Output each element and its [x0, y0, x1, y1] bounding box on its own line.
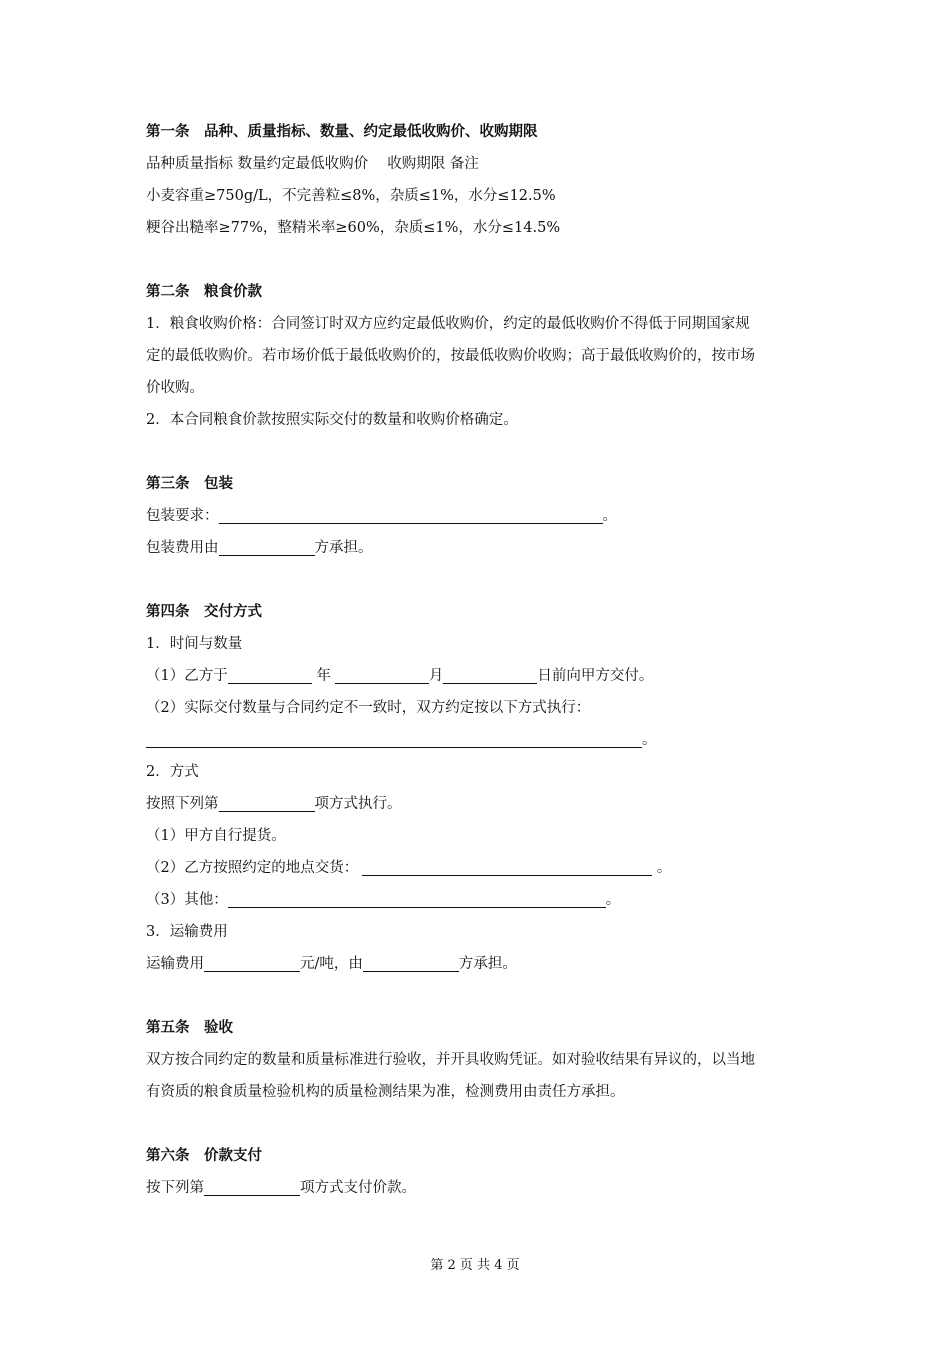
- article-6-title: 第六条 价款支付: [146, 1148, 262, 1164]
- price-paragraph-line1: 1．粮食收购价格：合同签订时双方应约定最低收购价，约定的最低收购价不得低于同期国家规: [146, 316, 750, 332]
- delivery-location-blank[interactable]: [362, 857, 652, 876]
- acceptance-line1: 双方按合同约定的数量和质量标准进行验收，并开具收购凭证。如对验收结果有异议的，以当地: [146, 1052, 755, 1068]
- packaging-requirement: 包装要求： 。: [146, 500, 816, 532]
- table-header: 品种质量指标 数量约定最低收购价 收购期限 备注: [146, 156, 479, 172]
- method-choice: 按照下列第 项方式执行。: [146, 788, 816, 820]
- article-5-title: 第五条 验收: [146, 1020, 233, 1036]
- packaging-fee: 包装费用由 方承担。: [146, 532, 816, 564]
- wheat-row: 小麦容重≥750g/L，不完善粒≤8%，杂质≤1%，水分≤12.5%: [146, 188, 556, 204]
- delivery-month-blank[interactable]: [335, 665, 429, 684]
- method-option-3: （3）其他： 。: [146, 884, 816, 916]
- transport-party-blank[interactable]: [363, 953, 459, 972]
- packaging-requirement-blank[interactable]: [219, 505, 603, 524]
- price-paragraph-line2: 定的最低收购价。若市场价低于最低收购价的，按最低收购价收购；高于最低收购价的，按市场: [146, 348, 755, 364]
- method-option-2: （2）乙方按照约定的地点交货： 。: [146, 852, 816, 884]
- delivery-year-blank[interactable]: [228, 665, 312, 684]
- rice-row: 粳谷出糙率≥77%，整精米率≥60%，杂质≤1%，水分≤14.5%: [146, 220, 561, 236]
- article-1-title: 第一条 品种、质量指标、数量、约定最低收购价、收购期限: [146, 124, 538, 140]
- delivery-day-blank[interactable]: [443, 665, 537, 684]
- quantity-mismatch-blank[interactable]: [146, 729, 642, 748]
- article-3-title: 第三条 包装: [146, 476, 233, 492]
- payment-method-blank[interactable]: [204, 1177, 300, 1196]
- other-method-blank[interactable]: [228, 889, 606, 908]
- price-paragraph-line3: 价收购。: [146, 380, 204, 396]
- document-body: [146, 116, 816, 1204]
- packaging-requirement-label: 包装要求：: [146, 508, 219, 524]
- payment-method: 按下列第 项方式支付价款。: [146, 1172, 816, 1204]
- article-4-title: 第四条 交付方式: [146, 604, 262, 620]
- acceptance-line2: 有资质的粮食质量检验机构的质量检测结果为准，检测费用由责任方承担。: [146, 1084, 625, 1100]
- method-number-blank[interactable]: [219, 793, 315, 812]
- quantity-mismatch-clause: （2）实际交付数量与合同约定不一致时，双方约定按以下方式执行：: [146, 700, 591, 716]
- article-2-title: 第二条 粮食价款: [146, 284, 262, 300]
- delivery-date: （1）乙方于 年 月 日前向甲方交付。: [146, 660, 816, 692]
- section-method: 2．方式: [146, 764, 199, 780]
- method-option-1: （1）甲方自行提货。: [146, 828, 286, 844]
- section-time-quantity: 1．时间与数量: [146, 636, 243, 652]
- quantity-mismatch-line: 。: [146, 724, 816, 756]
- transport-fee: 运输费用 元/吨，由 方承担。: [146, 948, 816, 980]
- price-paragraph-2: 2．本合同粮食价款按照实际交付的数量和收购价格确定。: [146, 412, 518, 428]
- transport-price-blank[interactable]: [204, 953, 300, 972]
- page-footer: 第 2 页 共 4 页: [430, 1258, 520, 1273]
- packaging-fee-party-blank[interactable]: [219, 537, 315, 556]
- section-transport-fee: 3．运输费用: [146, 924, 228, 940]
